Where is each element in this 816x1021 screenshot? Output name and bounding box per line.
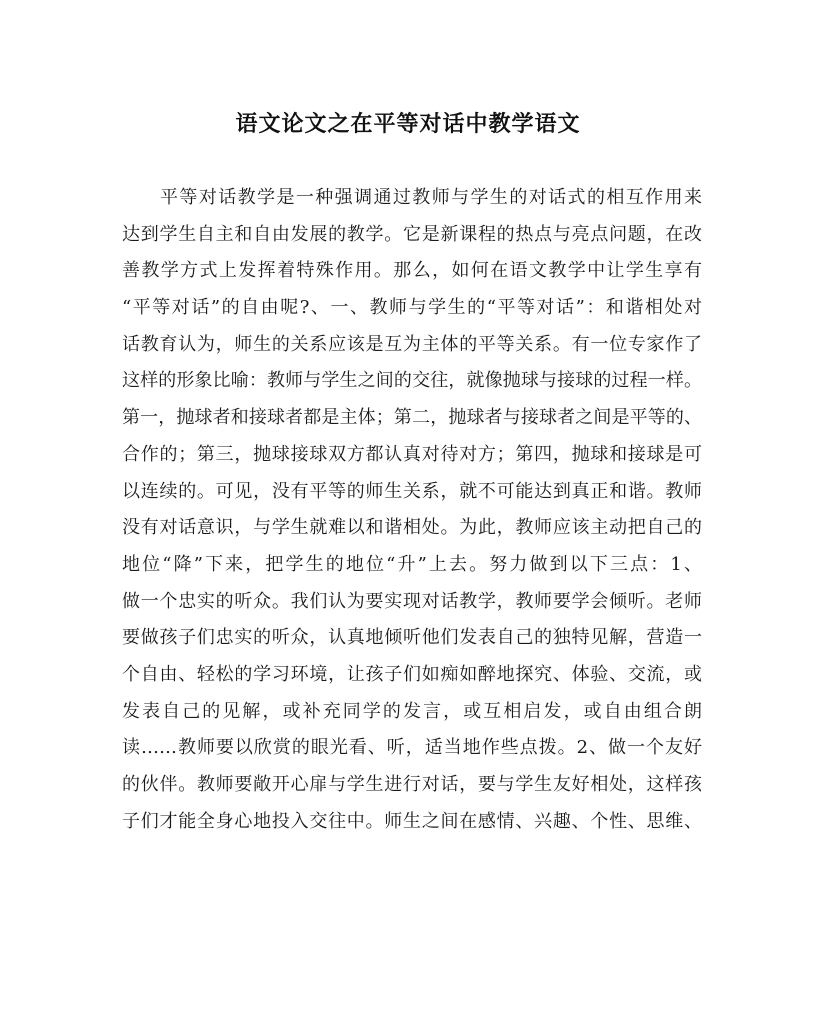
paragraph-line: 发表自己的见解，或补充同学的发言，或互相启发，或自由组合朗 (122, 700, 702, 722)
paragraph-line: 合作的；第三，抛球接球双方都认真对待对方；第四，抛球和接球是可 (122, 443, 702, 465)
paragraph-line: 以连续的。可见，没有平等的师生关系，就不可能达到真正和谐。教师 (122, 480, 702, 502)
paragraph-line: 话教育认为，师生的关系应该是互为主体的平等关系。有一位专家作了 (122, 333, 702, 355)
paragraph-line: 善教学方式上发挥着特殊作用。那么，如何在语文教学中让学生享有 (122, 260, 702, 282)
paragraph-line: 要做孩子们忠实的听众，认真地倾听他们发表自己的独特见解，营造一 (122, 627, 702, 649)
paragraph-line: 这样的形象比喻：教师与学生之间的交往，就像抛球与接球的过程一样。 (122, 370, 702, 392)
paragraph-line: 做一个忠实的听众。我们认为要实现对话教学，教师要学会倾听。老师 (122, 590, 702, 612)
paragraph-line: “平等对话”的自由呢?、一、教师与学生的“平等对话”：和谐相处对 (122, 297, 702, 319)
document-body (122, 180, 702, 840)
paragraph-line: 第一，抛球者和接球者都是主体；第二，抛球者与接球者之间是平等的、 (122, 407, 702, 429)
paragraph-line: 读……教师要以欣赏的眼光看、听，适当地作些点拨。2、做一个友好 (122, 737, 702, 759)
paragraph-line: 地位“降”下来，把学生的地位“升”上去。努力做到以下三点：1、 (122, 553, 702, 575)
paragraph-line: 没有对话意识，与学生就难以和谐相处。为此，教师应该主动把自己的 (122, 517, 702, 539)
paragraph-line: 达到学生自主和自由发展的教学。它是新课程的热点与亮点问题，在改 (122, 223, 702, 245)
paragraph-line: 平等对话教学是一种强调通过教师与学生的对话式的相互作用来 (160, 187, 702, 208)
document-title: 语文论文之在平等对话中教学语文 (235, 111, 581, 137)
paragraph-line: 子们才能全身心地投入交往中。师生之间在感情、兴趣、个性、思维、 (122, 810, 702, 832)
paragraph-line: 个自由、轻松的学习环境，让孩子们如痴如醉地探究、体验、交流，或 (122, 663, 702, 685)
paragraph-line: 的伙伴。教师要敞开心扉与学生进行对话，要与学生友好相处，这样孩 (122, 774, 702, 795)
